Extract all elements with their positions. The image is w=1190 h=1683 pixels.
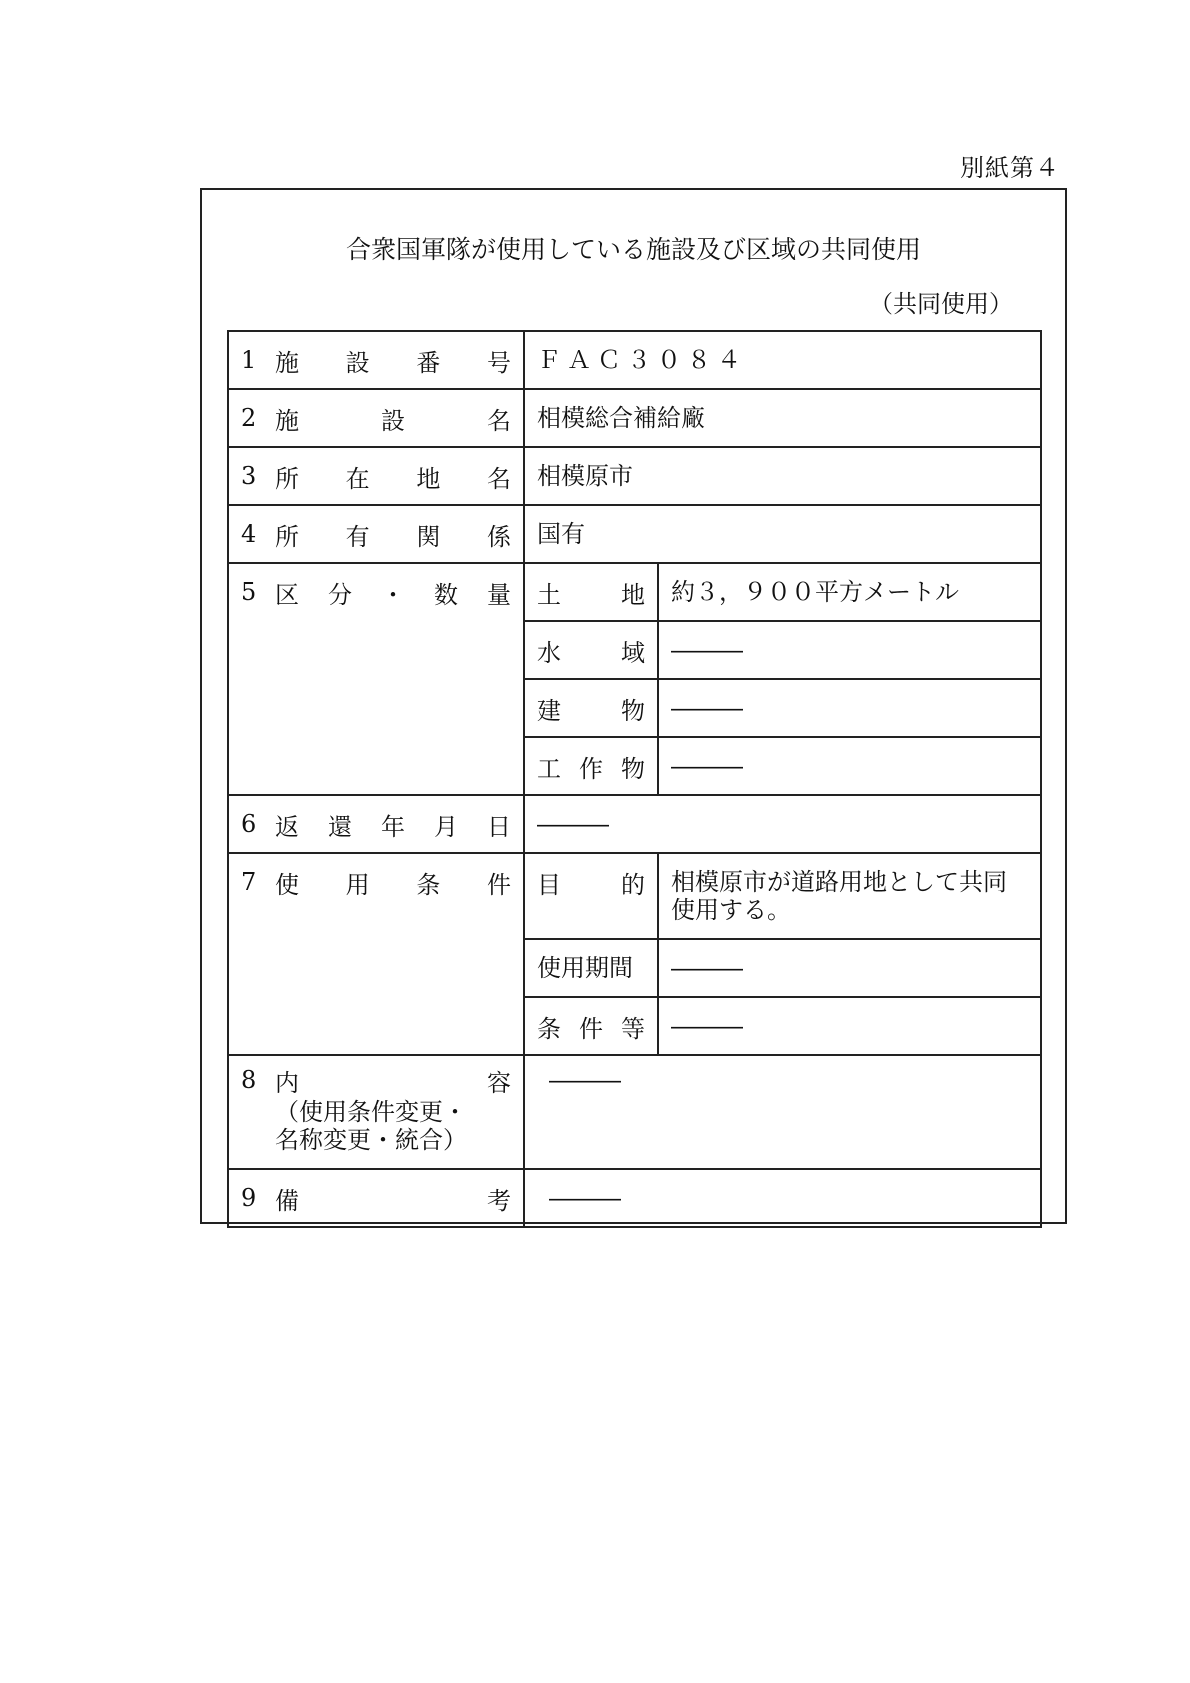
row-label: 2 施 設 名 (228, 389, 524, 447)
table-row (228, 853, 1041, 939)
location-value: 相模原市 (524, 447, 1041, 505)
table-row (228, 389, 1041, 447)
row-label: 5 区 分 ・ 数 量 (228, 563, 524, 795)
table-row (228, 1055, 1041, 1169)
remarks-value: ――― (524, 1169, 1041, 1227)
facility-name-value: 相模総合補給廠 (524, 389, 1041, 447)
table-row (228, 331, 1041, 389)
purpose-value: 相模原市が道路用地として共同 使用する。 (658, 853, 1041, 939)
sub-label-building: 建 物 (524, 679, 658, 737)
table-row (228, 505, 1041, 563)
land-area-value: 約３，９００平方メートル (658, 563, 1041, 621)
ownership-value: 国有 (524, 505, 1041, 563)
sub-label-conditions: 条 件 等 (524, 997, 658, 1055)
table-row (228, 1169, 1041, 1227)
row-label: 3 所 在 地 名 (228, 447, 524, 505)
facility-number-value: ＦＡＣ３０８４ (524, 331, 1041, 389)
row-label: 9 備 考 (228, 1169, 524, 1227)
water-value: ――― (658, 621, 1041, 679)
sub-label-structure: 工 作 物 (524, 737, 658, 795)
row-label: 7 使 用 条 件 (228, 853, 524, 1055)
period-value: ――― (658, 939, 1041, 997)
table-row (228, 795, 1041, 853)
building-value: ――― (658, 679, 1041, 737)
sub-label-period: 使用期間 (524, 939, 658, 997)
document-title: 合衆国軍隊が使用している施設及び区域の共同使用 (345, 235, 921, 264)
row-label: 4 所 有 関 係 (228, 505, 524, 563)
structure-value: ――― (658, 737, 1041, 795)
table-row (228, 563, 1041, 621)
row-label: 8 内 容 （使用条件変更・ 名称変更・統合） (228, 1055, 524, 1169)
row-label: 6 返 還 年 月 日 (228, 795, 524, 853)
content-value: ――― (524, 1055, 1041, 1169)
sub-label-water: 水 域 (524, 621, 658, 679)
sub-label-land: 土 地 (524, 563, 658, 621)
annex-label: 別紙第４ (960, 154, 1060, 182)
table-row (228, 447, 1041, 505)
document-frame (200, 188, 1067, 1224)
facility-table (227, 330, 1042, 1228)
sub-label-purpose: 目 的 (524, 853, 658, 939)
row-label: 1 施 設 番 号 (228, 331, 524, 389)
return-date-value: ――― (524, 795, 1041, 853)
conditions-value: ――― (658, 997, 1041, 1055)
document-subtitle: （共同使用） (869, 290, 1013, 318)
